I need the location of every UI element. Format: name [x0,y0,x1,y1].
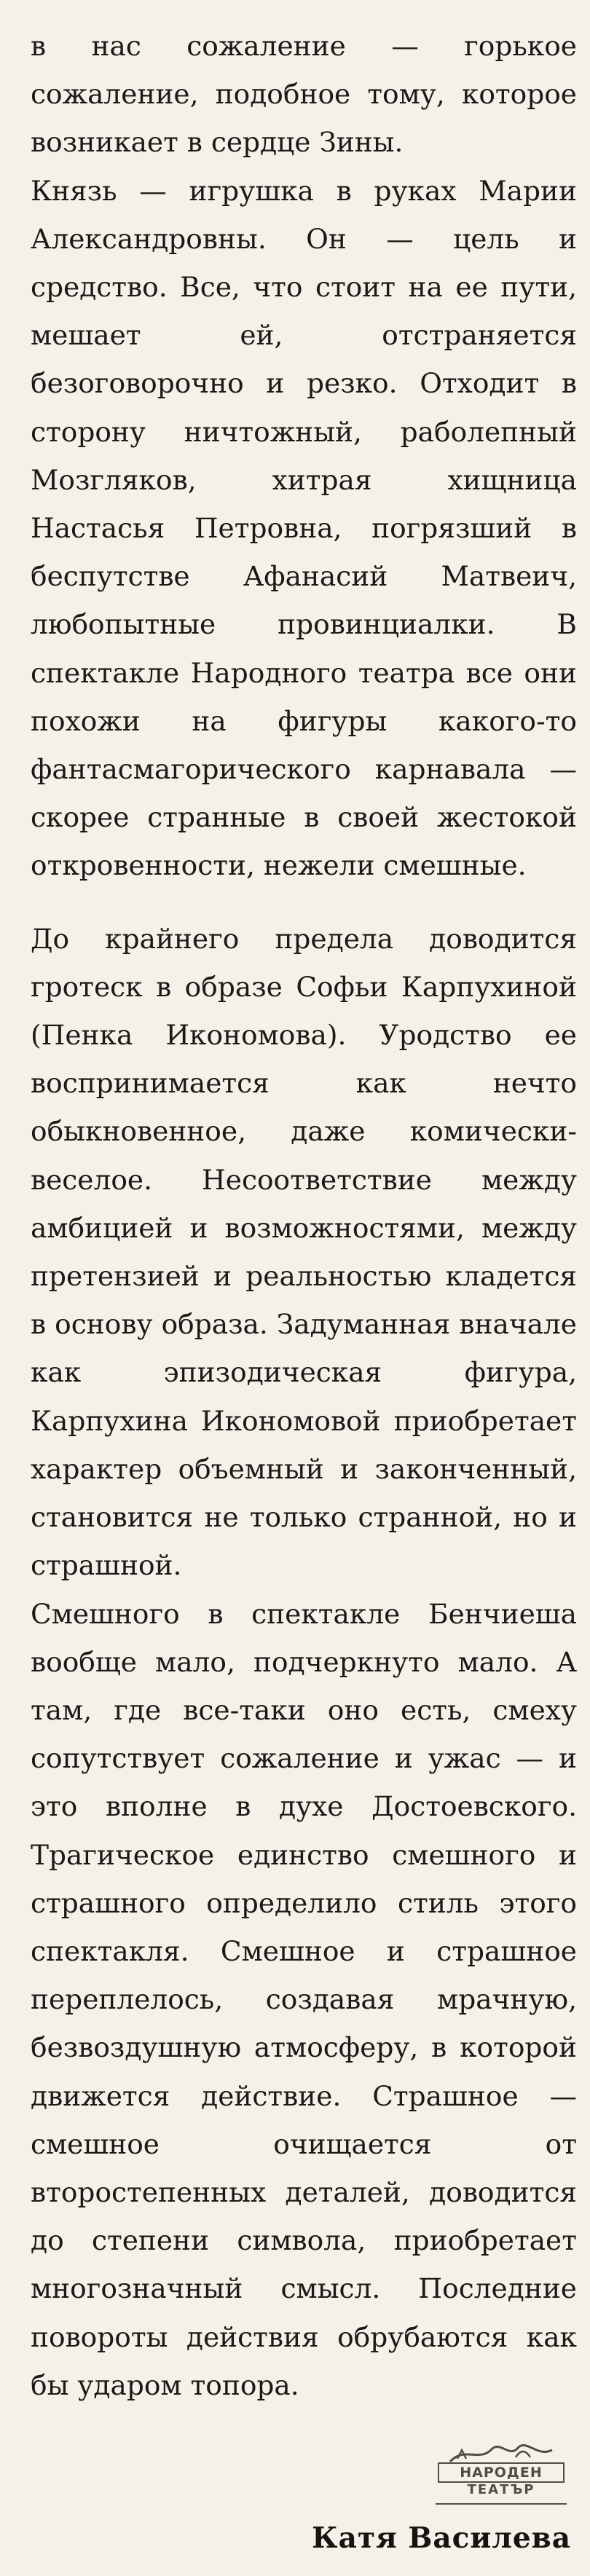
author-signature: Катя Василева [312,2521,571,2555]
article-paragraph: в нас сожаление — горькое сожаление, подобное тому, которое возникает в сердце Зины. [31,30,577,159]
article-paragraph: Князь — игрушка в руках Марии Александровны. Он — цель и средство. Все, что стоит на ее пути, мешает ей, отстраняется безоговорочно и резко. Отходит в сторону ничтожный, раболепный Мозгляков, хитрая хищница Настасья Петровна, погрязший в беспутстве Афанасий Матвеич, любопытные провинциалки. В спектакле Народного театра все они похожи на фигуры какого-то фантасмагорического карнавала — скорее странные в своей жестокой откровенности, нежели смешные. [31,174,577,882]
theatre-stamp-logo [428,2441,574,2508]
stamp-text-line2: ТЕАТЪР [467,2482,535,2497]
article-paragraph: Смешного в спектакле Бенчиеша вообще мало, подчеркнуто мало. А там, где все-таки оно есть, смеху сопутствует сожаление и ужас — и это вполне в духе Достоевского. Трагическое единство смешного и страшного определило стиль этого спектакля. Смешное и страшное переплелось, создавая мрачную, безвоздушную атмосферу, в которой движется действие. Страшное — смешное очищается от второстепенных деталей, доводится до степени символа, приобретает многозначный смысл. Последние повороты действия обрубаются как бы ударом топора. [31,1597,577,2401]
article-paragraph: До крайнего предела доводится гротеск в образе Софьи Карпухиной (Пенка Икономова). Уродство ее воспринимается как нечто обыкновенное, даже комически-веселое. Несоответствие между амбицией и возможностями, между претензией и реальностью кладется в основу образа. Задуманная вначале как эпизодическая фигура, Карпухина Икономовой приобретает характер объемный и законченный, становится не только странной, но и страшной. [31,922,577,1582]
stamp-text-line1: НАРОДЕН [460,2465,543,2481]
article-column [31,22,577,2409]
